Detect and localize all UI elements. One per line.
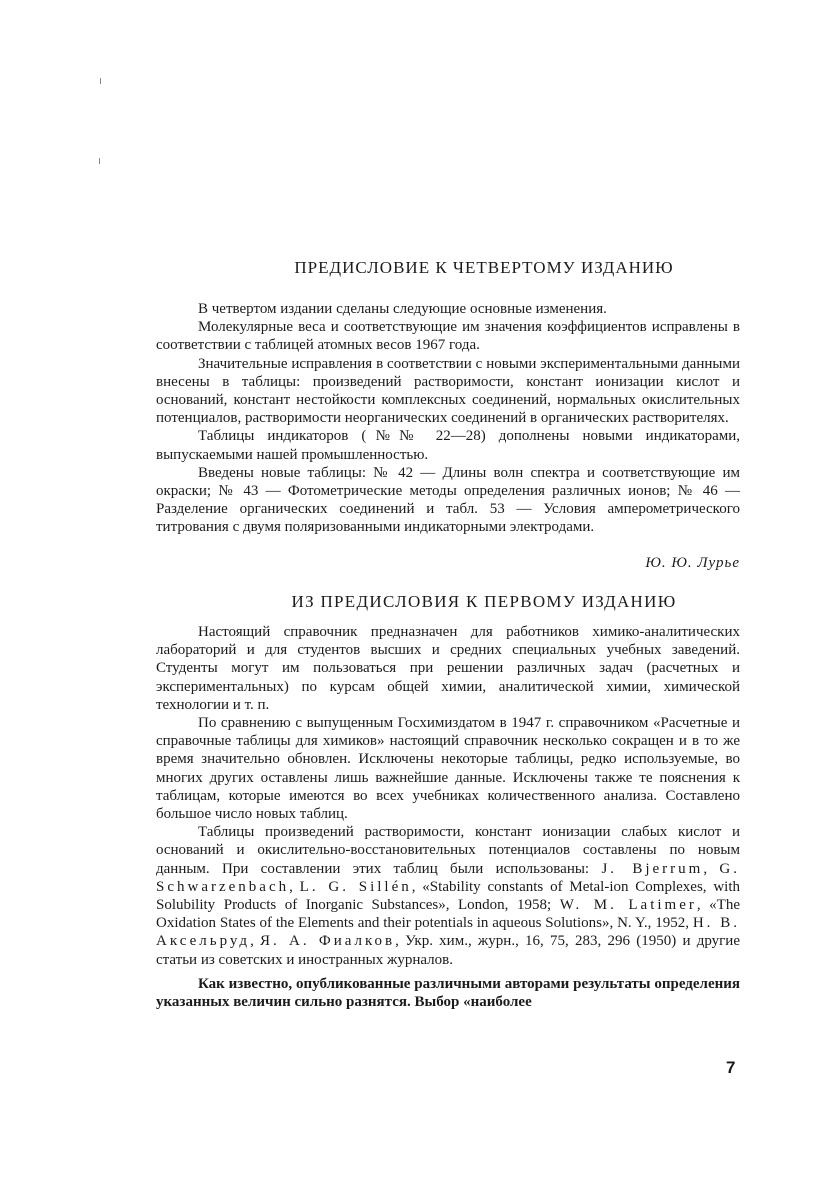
preface4-paragraph-1: В четвертом издании сделаны следующие основные изменения. — [198, 301, 607, 317]
preface1-paragraph-4: Как известно, опубликованные различными авторами результаты определения указанных величин сильно разнятся. Выбор «наиболее — [156, 975, 740, 1011]
preface1-paragraph-3-text: , «Stability constants of Metal-ion Complexes, with Solubility Products of Inorganic Substances», London, 1958; — [156, 878, 741, 914]
preface1-body — [156, 623, 740, 1011]
preface4-paragraph-2: Молекулярные веса и соответствующие им значения коэффициентов исправлены в соответствии с таблицей атомных весов 1967 года. — [156, 319, 740, 354]
author-name: G. Schwarzenbach — [156, 860, 741, 895]
preface1-paragraph-1: Настоящий справочник предназначен для работников химико-аналитических лабораторий и для студентов высших и средних специальных учебных заведений. Студенты могут им пользоваться при решении различных задач (расчетных и экспериментальных) по курсам общей химии, аналитической химии, химической технологии и т. п. — [156, 624, 740, 713]
preface4-title: ПРЕДИСЛОВИЕ К ЧЕТВЕРТОМУ ИЗДАНИЮ — [294, 258, 674, 277]
author-name: L. G. Sillén — [299, 878, 412, 895]
preface1-paragraph-3-text: , Укр. хим., журн., 16, 75, 283, 296 (1950) и другие статьи из советских и иностранных журналов. — [156, 933, 740, 968]
scan-speck — [99, 158, 100, 164]
preface1-paragraph-3-text: , «The Oxidation States of the Elements and their potentials in aqueous Solutions», N. Y., 1952, — [156, 897, 740, 932]
preface4-paragraph-4: Таблицы индикаторов (№№ 22—28) дополнены новыми индикаторами, выпускаемыми нашей промышленностью. — [156, 428, 740, 463]
page-number: 7 — [726, 1058, 736, 1077]
preface4-signature: Ю. Ю. Лурье — [645, 555, 740, 571]
preface1-title: ИЗ ПРЕДИСЛОВИЯ К ПЕРВОМУ ИЗДАНИЮ — [291, 592, 677, 611]
author-name: Н. В. Аксельруд — [156, 915, 741, 950]
preface1-paragraph-3 — [156, 823, 740, 969]
separator: , — [289, 878, 300, 895]
preface1-paragraph-2: По сравнению с выпущенным Госхимиздатом в 1947 г. справочником «Расчетные и справочные таблицы для химиков» настоящий справочник несколько сокращен и в то же время значительно обновлен. Исключены некоторые таблицы, редко используемые, во многих других оставлены лишь важнейшие данные. Исключены также те пояснения к таблицам, которые имеются во всех учебниках количественного анализа. Составлено большое число новых таблиц. — [156, 715, 740, 823]
separator: , — [250, 933, 261, 950]
preface1-paragraph-3-text: Таблицы произведений растворимости, констант ионизации слабых кислот и оснований и окислительно-восстановительных потенциалов составлены по новым данным. При составлении этих таблиц были использованы: — [156, 824, 740, 877]
author-name: W. M. Latimer — [559, 897, 697, 914]
author-name: Я. А. Фиалков — [260, 933, 396, 950]
preface4-body — [156, 300, 740, 537]
preface4-paragraph-3: Значительные исправления в соответствии с новыми экспериментальными данными внесены в таблицы: произведений растворимости, констант ионизации кислот и оснований, констант нестойкости комплексных соединений, нормальных окислительных потенциалов, растворимости неорганических соединений в органических растворителях. — [156, 355, 740, 427]
author-name: J. Bjerrum — [601, 860, 704, 877]
separator: , — [703, 860, 720, 877]
preface4-paragraph-5: Введены новые таблицы: № 42 — Длины волн спектра и соответствующие им окраски; № 43 — Фотометрические методы определения различных ионов; № 46 — Разделение органических соединений и табл. 53 — Условия амперометрического титрования с двумя поляризованными индикаторными электродами. — [156, 464, 740, 536]
scan-speck — [100, 78, 101, 84]
